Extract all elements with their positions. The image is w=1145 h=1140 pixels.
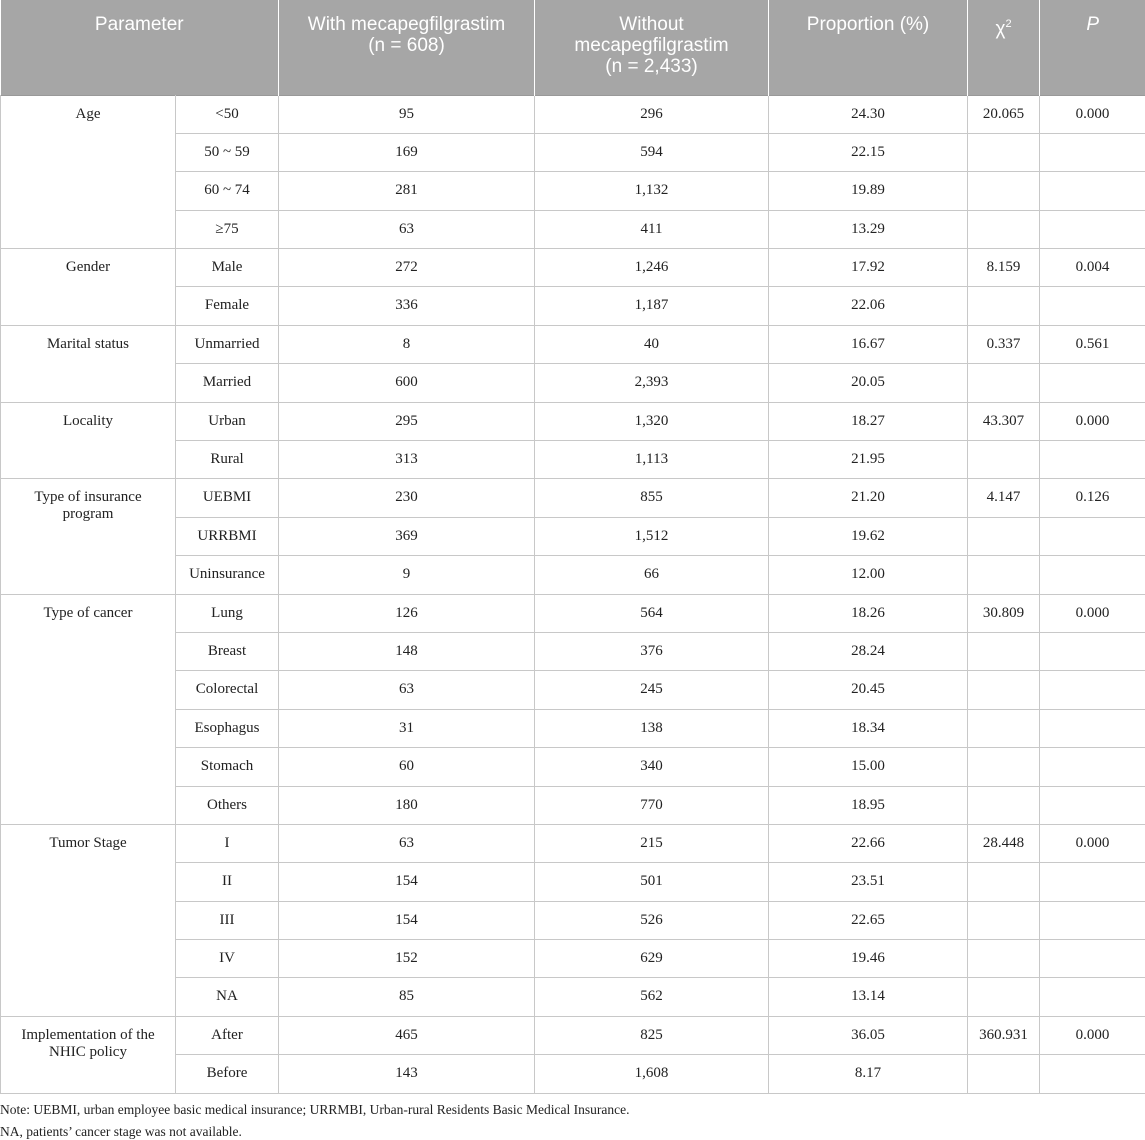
cell-p-value: 0.000 — [1040, 824, 1145, 862]
cell-chi-square — [968, 863, 1040, 901]
cell-proportion: 18.27 — [769, 402, 968, 440]
cell-p-value — [1040, 441, 1145, 479]
cell-p-value — [1040, 786, 1145, 824]
cell-proportion: 24.30 — [769, 95, 968, 133]
cell-without: 1,246 — [535, 249, 769, 287]
cell-category: Male — [176, 249, 279, 287]
table-row — [1, 95, 1145, 133]
table-row — [1, 402, 1145, 440]
table-body — [1, 95, 1145, 1093]
header-without-line: Without — [619, 14, 684, 35]
table-row — [1, 479, 1145, 517]
cell-with: 126 — [279, 594, 535, 632]
group-label: Type of cancer — [43, 604, 133, 621]
cell-chi-square — [968, 671, 1040, 709]
cell-with: 63 — [279, 210, 535, 248]
cell-with: 152 — [279, 940, 535, 978]
cell-category: Married — [176, 364, 279, 402]
cell-chi-square: 43.307 — [968, 402, 1040, 440]
cell-without: 66 — [535, 556, 769, 594]
cell-category: <50 — [176, 95, 279, 133]
cell-proportion: 19.62 — [769, 517, 968, 555]
cell-without: 855 — [535, 479, 769, 517]
chi-superscript: 2 — [1005, 18, 1012, 30]
group-label-cell — [1, 325, 176, 402]
cell-with: 9 — [279, 556, 535, 594]
table-row — [1, 249, 1145, 287]
cell-category: I — [176, 824, 279, 862]
cell-p-value — [1040, 940, 1145, 978]
cell-p-value — [1040, 709, 1145, 747]
cell-p-value — [1040, 1055, 1145, 1093]
cell-p-value — [1040, 901, 1145, 939]
cell-chi-square — [968, 901, 1040, 939]
cell-without: 138 — [535, 709, 769, 747]
header-with-line: With mecapegfilgrastim — [307, 14, 506, 35]
table-note: Note: UEBMI, urban employee basic medical insurance; URRMBI, Urban-rural Residents Basic Medical Insurance. — [0, 1102, 630, 1117]
cell-without: 1,132 — [535, 172, 769, 210]
cell-chi-square — [968, 1055, 1040, 1093]
cell-p-value: 0.000 — [1040, 95, 1145, 133]
cell-with: 143 — [279, 1055, 535, 1093]
cell-with: 313 — [279, 441, 535, 479]
cell-chi-square — [968, 556, 1040, 594]
cell-without: 376 — [535, 632, 769, 670]
cell-proportion: 22.66 — [769, 824, 968, 862]
table-row — [1, 594, 1145, 632]
cell-proportion: 20.05 — [769, 364, 968, 402]
cell-p-value: 0.000 — [1040, 594, 1145, 632]
cell-chi-square — [968, 748, 1040, 786]
cell-category: Others — [176, 786, 279, 824]
cell-without: 501 — [535, 863, 769, 901]
cell-without: 564 — [535, 594, 769, 632]
cell-category: Uninsurance — [176, 556, 279, 594]
group-label: Age — [75, 105, 101, 122]
cell-with: 272 — [279, 249, 535, 287]
cell-chi-square — [968, 517, 1040, 555]
cell-category: ≥75 — [176, 210, 279, 248]
cell-category: IV — [176, 940, 279, 978]
cell-proportion: 12.00 — [769, 556, 968, 594]
cell-chi-square — [968, 133, 1040, 171]
cell-with: 154 — [279, 863, 535, 901]
cell-without: 1,320 — [535, 402, 769, 440]
cell-proportion: 15.00 — [769, 748, 968, 786]
cell-with: 465 — [279, 1016, 535, 1054]
cell-proportion: 22.65 — [769, 901, 968, 939]
cell-proportion: 18.26 — [769, 594, 968, 632]
cell-category: Urban — [176, 402, 279, 440]
cell-with: 31 — [279, 709, 535, 747]
cell-chi-square — [968, 210, 1040, 248]
cell-p-value — [1040, 133, 1145, 171]
cell-proportion: 36.05 — [769, 1016, 968, 1054]
group-label-cell — [1, 594, 176, 824]
cell-without: 2,393 — [535, 364, 769, 402]
header-with-mecapegfilgrastim — [279, 0, 535, 95]
cell-p-value: 0.000 — [1040, 1016, 1145, 1054]
cell-proportion: 17.92 — [769, 249, 968, 287]
cell-without: 245 — [535, 671, 769, 709]
header-with-line: (n = 608) — [368, 35, 445, 56]
cell-p-value: 0.126 — [1040, 479, 1145, 517]
cell-chi-square — [968, 786, 1040, 824]
cell-with: 60 — [279, 748, 535, 786]
cell-p-value — [1040, 517, 1145, 555]
group-label: NHIC policy — [49, 1043, 127, 1060]
cell-p-value — [1040, 978, 1145, 1016]
cell-chi-square: 360.931 — [968, 1016, 1040, 1054]
cell-proportion: 28.24 — [769, 632, 968, 670]
cell-chi-square — [968, 287, 1040, 325]
cell-chi-square — [968, 940, 1040, 978]
cell-chi-square — [968, 978, 1040, 1016]
cell-with: 148 — [279, 632, 535, 670]
cell-without: 1,187 — [535, 287, 769, 325]
cell-p-value: 0.561 — [1040, 325, 1145, 363]
cell-with: 154 — [279, 901, 535, 939]
group-label-cell — [1, 402, 176, 479]
group-label: Type of insurance — [34, 489, 142, 506]
header-chi-square — [968, 0, 1040, 95]
group-label: Tumor Stage — [49, 834, 127, 851]
cell-with: 95 — [279, 95, 535, 133]
cell-without: 1,608 — [535, 1055, 769, 1093]
header-row — [1, 0, 1145, 95]
cell-p-value — [1040, 364, 1145, 402]
cell-proportion: 23.51 — [769, 863, 968, 901]
group-label-cell — [1, 95, 176, 249]
cell-proportion: 21.20 — [769, 479, 968, 517]
cell-proportion: 16.67 — [769, 325, 968, 363]
cell-with: 600 — [279, 364, 535, 402]
group-label-cell — [1, 1016, 176, 1093]
cell-p-value — [1040, 172, 1145, 210]
cell-category: NA — [176, 978, 279, 1016]
cell-chi-square — [968, 441, 1040, 479]
cell-without: 296 — [535, 95, 769, 133]
cell-p-value — [1040, 863, 1145, 901]
header-without-line: (n = 2,433) — [605, 56, 698, 77]
cell-proportion: 21.95 — [769, 441, 968, 479]
cell-category: 60 ~ 74 — [176, 172, 279, 210]
chi-symbol: χ — [995, 18, 1006, 40]
cell-chi-square: 30.809 — [968, 594, 1040, 632]
cell-category: URRBMI — [176, 517, 279, 555]
cell-with: 369 — [279, 517, 535, 555]
cell-p-value — [1040, 632, 1145, 670]
cell-without: 40 — [535, 325, 769, 363]
cell-proportion: 18.95 — [769, 786, 968, 824]
cell-chi-square — [968, 364, 1040, 402]
header-proportion: Proportion (%) — [769, 0, 968, 95]
group-label-cell — [1, 249, 176, 326]
cell-category: Stomach — [176, 748, 279, 786]
cell-with: 336 — [279, 287, 535, 325]
cell-p-value — [1040, 287, 1145, 325]
cell-category: II — [176, 863, 279, 901]
cell-category: 50 ~ 59 — [176, 133, 279, 171]
cell-with: 295 — [279, 402, 535, 440]
cell-without: 594 — [535, 133, 769, 171]
cell-with: 180 — [279, 786, 535, 824]
group-label: Marital status — [46, 335, 130, 352]
cell-with: 85 — [279, 978, 535, 1016]
cell-with: 169 — [279, 133, 535, 171]
cell-proportion: 22.06 — [769, 287, 968, 325]
cell-p-value: 0.004 — [1040, 249, 1145, 287]
header-without-line: mecapegfilgrastim — [574, 35, 729, 56]
cell-without: 770 — [535, 786, 769, 824]
cell-without: 562 — [535, 978, 769, 1016]
cell-p-value — [1040, 556, 1145, 594]
cell-without: 1,512 — [535, 517, 769, 555]
cell-with: 281 — [279, 172, 535, 210]
cell-proportion: 8.17 — [769, 1055, 968, 1093]
cell-category: Esophagus — [176, 709, 279, 747]
header-without-mecapegfilgrastim — [535, 0, 769, 95]
group-label-cell — [1, 479, 176, 594]
cell-chi-square — [968, 709, 1040, 747]
cell-category: Before — [176, 1055, 279, 1093]
cell-without: 825 — [535, 1016, 769, 1054]
cell-with: 8 — [279, 325, 535, 363]
cell-proportion: 13.14 — [769, 978, 968, 1016]
table-note: NA, patients’ cancer stage was not available. — [0, 1124, 242, 1139]
cell-category: After — [176, 1016, 279, 1054]
cell-category: UEBMI — [176, 479, 279, 517]
cell-proportion: 18.34 — [769, 709, 968, 747]
cell-chi-square — [968, 632, 1040, 670]
table-row — [1, 325, 1145, 363]
cell-p-value — [1040, 748, 1145, 786]
cell-proportion: 19.46 — [769, 940, 968, 978]
cell-category: Rural — [176, 441, 279, 479]
cell-with: 63 — [279, 671, 535, 709]
cell-p-value: 0.000 — [1040, 402, 1145, 440]
cell-without: 340 — [535, 748, 769, 786]
cell-chi-square — [968, 172, 1040, 210]
cell-proportion: 22.15 — [769, 133, 968, 171]
cell-chi-square: 4.147 — [968, 479, 1040, 517]
cell-p-value — [1040, 210, 1145, 248]
group-label: Gender — [65, 259, 111, 276]
group-label-cell — [1, 824, 176, 1016]
cell-p-value — [1040, 671, 1145, 709]
cell-proportion: 20.45 — [769, 671, 968, 709]
cell-category: Unmarried — [176, 325, 279, 363]
cell-chi-square: 8.159 — [968, 249, 1040, 287]
cell-category: Colorectal — [176, 671, 279, 709]
cell-proportion: 13.29 — [769, 210, 968, 248]
cell-chi-square: 20.065 — [968, 95, 1040, 133]
cell-proportion: 19.89 — [769, 172, 968, 210]
cell-without: 411 — [535, 210, 769, 248]
cell-category: Breast — [176, 632, 279, 670]
table-header — [1, 0, 1145, 95]
cell-without: 526 — [535, 901, 769, 939]
table-row — [1, 824, 1145, 862]
cell-chi-square: 28.448 — [968, 824, 1040, 862]
cell-chi-square: 0.337 — [968, 325, 1040, 363]
cell-category: Female — [176, 287, 279, 325]
group-label: Implementation of the — [21, 1026, 155, 1043]
cell-category: Lung — [176, 594, 279, 632]
p-symbol: P — [1086, 14, 1100, 35]
header-p-value — [1040, 0, 1145, 95]
cell-without: 1,113 — [535, 441, 769, 479]
header-parameter: Parameter — [1, 0, 279, 95]
table-row — [1, 1016, 1145, 1054]
cell-category: III — [176, 901, 279, 939]
cell-with: 63 — [279, 824, 535, 862]
cell-with: 230 — [279, 479, 535, 517]
cell-without: 215 — [535, 824, 769, 862]
cell-without: 629 — [535, 940, 769, 978]
group-label: Locality — [63, 412, 113, 429]
group-label: program — [62, 506, 114, 523]
